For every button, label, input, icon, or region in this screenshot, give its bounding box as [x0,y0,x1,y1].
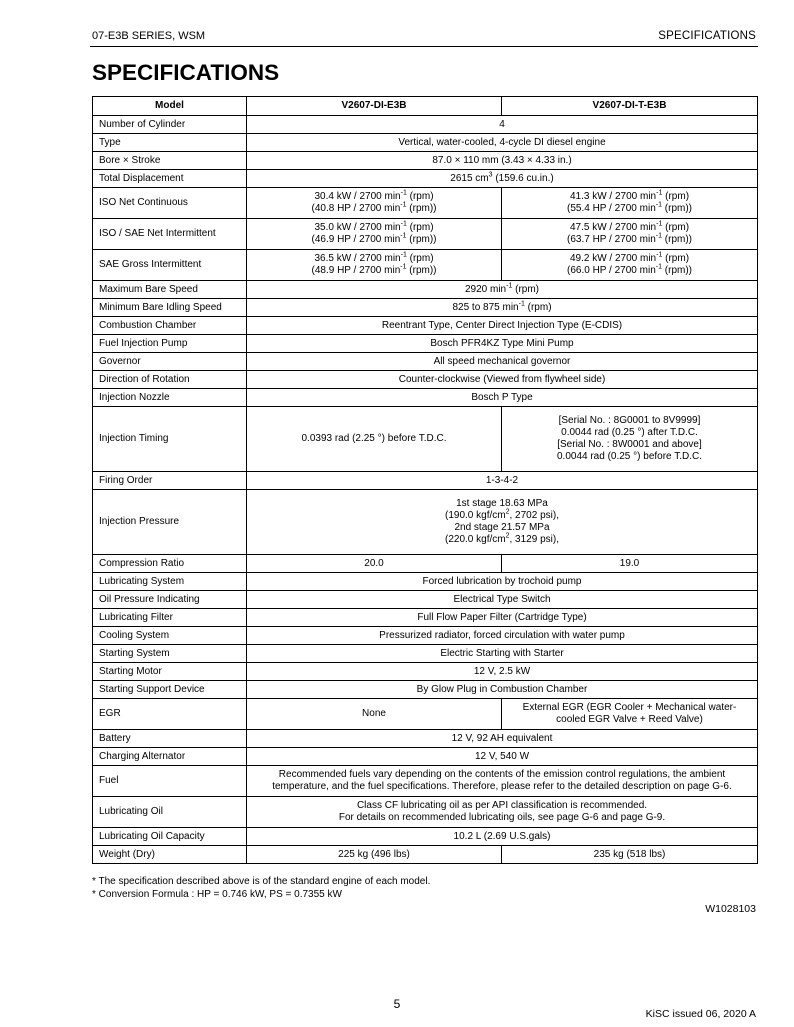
spec-label: SAE Gross Intermittent [93,250,247,281]
column-header-model: Model [93,97,247,116]
spec-value: Pressurized radiator, forced circulation with water pump [247,627,758,645]
spec-value: Electrical Type Switch [247,591,758,609]
table-row [93,609,758,627]
table-row [93,766,758,797]
spec-value-v2607-di-e3b [247,846,502,864]
spec-value [247,797,758,828]
spec-label: Lubricating Oil Capacity [93,828,247,846]
spec-value: By Glow Plug in Combustion Chamber [247,681,758,699]
spec-value [247,766,758,797]
spec-label: Weight (Dry) [93,846,247,864]
table-body [93,116,758,864]
table-row [93,730,758,748]
spec-label: EGR [93,699,247,730]
reference-code: W1028103 [705,903,756,915]
spec-value-v2607-di-e3b [247,407,502,472]
cell-line: (55.4 HP / 2700 $\min^{-1} (rpm)$) [567,201,692,214]
cell-line: 235 kg (518 lbs) [593,848,666,860]
spec-label: ISO Net Continuous [93,188,247,219]
table-row [93,748,758,766]
spec-value: 2920 $\min^{-1} (rpm)$ [247,281,758,299]
spec-label: Battery [93,730,247,748]
spec-value-v2607-di-e3b [247,555,502,573]
spec-label: Direction of Rotation [93,371,247,389]
spec-value-v2607-di-e3b [247,219,502,250]
spec-value: Reentrant Type, Center Direct Injection Type (E-CDIS) [247,317,758,335]
table-header-row [93,97,758,116]
cell-line: [Serial No. : 8G0001 to 8V9999] [558,415,701,427]
cell-line: 36.5 kW / 2700 $\min^{-1} (rpm)$ [314,251,434,265]
table-row [93,699,758,730]
cell-line: Recommended fuels vary depending on the contents of the emission control regulations, the ambient [278,769,726,781]
table-row [93,490,758,555]
footnote: * The specification described above is of the standard engine of each model. [92,876,431,887]
spec-value: 2615 $cm^3$ (159.6 cu.in.) [247,170,758,188]
table-row [93,828,758,846]
table-row [93,663,758,681]
spec-label: Lubricating Filter [93,609,247,627]
table-row [93,317,758,335]
table-row [93,407,758,472]
spec-value: Bosch PFR4KZ Type Mini Pump [247,335,758,353]
cell-line: 0.0044 rad (0.25 °) before T.D.C. [556,450,702,462]
table-row [93,188,758,219]
spec-label: Starting Motor [93,663,247,681]
spec-value-v2607-di-t-e3b [502,699,758,730]
spec-value-v2607-di-t-e3b [502,407,758,472]
cell-line: 225 kg (496 lbs) [338,848,410,860]
column-header-v2607-di-t-e3b: V2607-DI-T-E3B [502,97,758,116]
issue-info: KiSC issued 06, 2020 A [645,1008,756,1020]
cell-line: (66.0 HP / 2700 $\min^{-1} (rpm)$) [567,263,692,276]
cell-line: External EGR (EGR Cooler + Mechanical water- [522,702,737,714]
table-row [93,335,758,353]
spec-label: Compression Ratio [93,555,247,573]
page-number: 5 [393,997,401,1011]
spec-value-v2607-di-t-e3b [502,555,758,573]
spec-value: 12 V, 2.5 kW [247,663,758,681]
spec-value: Electric Starting with Starter [247,645,758,663]
cell-line: (40.8 HP / 2700 $\min^{-1} (rpm)$) [311,201,437,214]
table-row [93,681,758,699]
spec-value: 4 [247,116,758,134]
footnotes [92,876,430,901]
header-divider [90,46,758,47]
spec-label: Fuel Injection Pump [93,335,247,353]
table-row [93,627,758,645]
spec-label: Lubricating System [93,573,247,591]
spec-label: Minimum Bare Idling Speed [93,299,247,317]
cell-line: 30.4 kW / 2700 $\min^{-1} (rpm)$ [314,189,434,203]
spec-value: Vertical, water-cooled, 4-cycle DI diesel engine [247,134,758,152]
table-row [93,299,758,317]
spec-label: Starting Support Device [93,681,247,699]
spec-label: Oil Pressure Indicating [93,591,247,609]
spec-value: Counter-clockwise (Viewed from flywheel side) [247,371,758,389]
table-row [93,555,758,573]
table-row [93,573,758,591]
table-row [93,389,758,407]
cell-line: (46.9 HP / 2700 $\min^{-1} (rpm)$) [311,232,437,245]
cell-line: (190.0 kgf/$cm^2$, 2702 psi), [445,508,559,522]
spec-value: 12 V, 540 W [247,748,758,766]
spec-label: Type [93,134,247,152]
spec-value: All speed mechanical governor [247,353,758,371]
spec-label: Combustion Chamber [93,317,247,335]
cell-line: 2nd stage 21.57 MPa [454,522,550,533]
table-row [93,170,758,188]
cell-line: [Serial No. : 8W0001 and above] [557,439,702,450]
spec-value: 12 V, 92 AH equivalent [247,730,758,748]
spec-value: 10.2 L (2.69 U.S.gals) [247,828,758,846]
spec-label: Firing Order [93,472,247,490]
cell-line: (48.9 HP / 2700 $\min^{-1} (rpm)$) [311,263,437,276]
cell-line: 35.0 kW / 2700 $\min^{-1} (rpm)$ [314,220,434,234]
table-row [93,472,758,490]
spec-value-v2607-di-t-e3b [502,219,758,250]
cell-line: 41.3 kW / 2700 $\min^{-1} (rpm)$ [569,189,690,203]
spec-label: Injection Pressure [93,490,247,555]
page-title: SPECIFICATIONS [92,60,280,85]
spec-label: Fuel [93,766,247,797]
spec-label: Bore × Stroke [93,152,247,170]
spec-value-v2607-di-t-e3b [502,250,758,281]
spec-label: Injection Nozzle [93,389,247,407]
spec-value: 825 to 875 $\min^{-1} (rpm)$ [247,299,758,317]
cell-line: 49.2 kW / 2700 $\min^{-1} (rpm)$ [569,251,690,265]
spec-label: ISO / SAE Net Intermittent [93,219,247,250]
table-row [93,250,758,281]
cell-line: Class CF lubricating oil as per API classification is recommended. [356,800,648,812]
spec-label: Number of Cylinder [93,116,247,134]
spec-value: 87.0 × 110 mm (3.43 × 4.33 in.) [247,152,758,170]
table-row [93,134,758,152]
spec-label: Lubricating Oil [93,797,247,828]
cell-line: None [362,708,386,720]
spec-value: 1-3-4-2 [247,472,758,490]
header-series: 07-E3B SERIES, WSM [92,30,206,42]
spec-value-v2607-di-e3b [247,188,502,219]
spec-value: Bosch P Type [247,389,758,407]
table-row [93,846,758,864]
table-row [93,645,758,663]
spec-label: Cooling System [93,627,247,645]
cell-line: 1st stage 18.63 MPa [456,498,548,510]
cell-line: (63.7 HP / 2700 $\min^{-1} (rpm)$) [567,232,692,245]
cell-line: 20.0 [364,557,384,569]
table-row [93,281,758,299]
spec-label: Maximum Bare Speed [93,281,247,299]
table-row [93,219,758,250]
header-section: SPECIFICATIONS [658,30,756,42]
table-row [93,353,758,371]
column-header-v2607-di-e3b: V2607-DI-E3B [247,97,502,116]
cell-line: 0.0044 rad (0.25 °) after T.D.C. [561,427,698,439]
table-row [93,591,758,609]
footnote: * Conversion Formula : HP = 0.746 kW, PS = 0.7355 kW [92,888,342,900]
spec-value-v2607-di-t-e3b [502,846,758,864]
cell-line: cooled EGR Valve + Reed Valve) [556,714,703,725]
spec-value-v2607-di-t-e3b [502,188,758,219]
cell-line: 19.0 [619,557,640,569]
specifications-table [92,96,758,864]
cell-line: temperature, and the fuel specifications. Therefore, please refer to the detailed description on page G-6. [272,781,732,792]
cell-line: 0.0393 rad (2.25 °) before T.D.C. [301,433,447,445]
spec-label: Governor [93,353,247,371]
spec-label: Total Displacement [93,170,247,188]
spec-value [247,490,758,555]
cell-line: For details on recommended lubricating oils, see page G-6 and page G-9. [338,812,666,823]
table-row [93,116,758,134]
spec-value-v2607-di-e3b [247,699,502,730]
cell-line: 47.5 kW / 2700 $\min^{-1} (rpm)$ [569,220,690,234]
spec-label: Injection Timing [93,407,247,472]
spec-label: Starting System [93,645,247,663]
spec-label: Charging Alternator [93,748,247,766]
spec-value-v2607-di-e3b [247,250,502,281]
cell-line: (220.0 kgf/$cm^2$, 3129 psi), [445,532,559,545]
spec-value: Forced lubrication by trochoid pump [247,573,758,591]
table-row [93,797,758,828]
spec-value: Full Flow Paper Filter (Cartridge Type) [247,609,758,627]
table-row [93,152,758,170]
table-row [93,371,758,389]
